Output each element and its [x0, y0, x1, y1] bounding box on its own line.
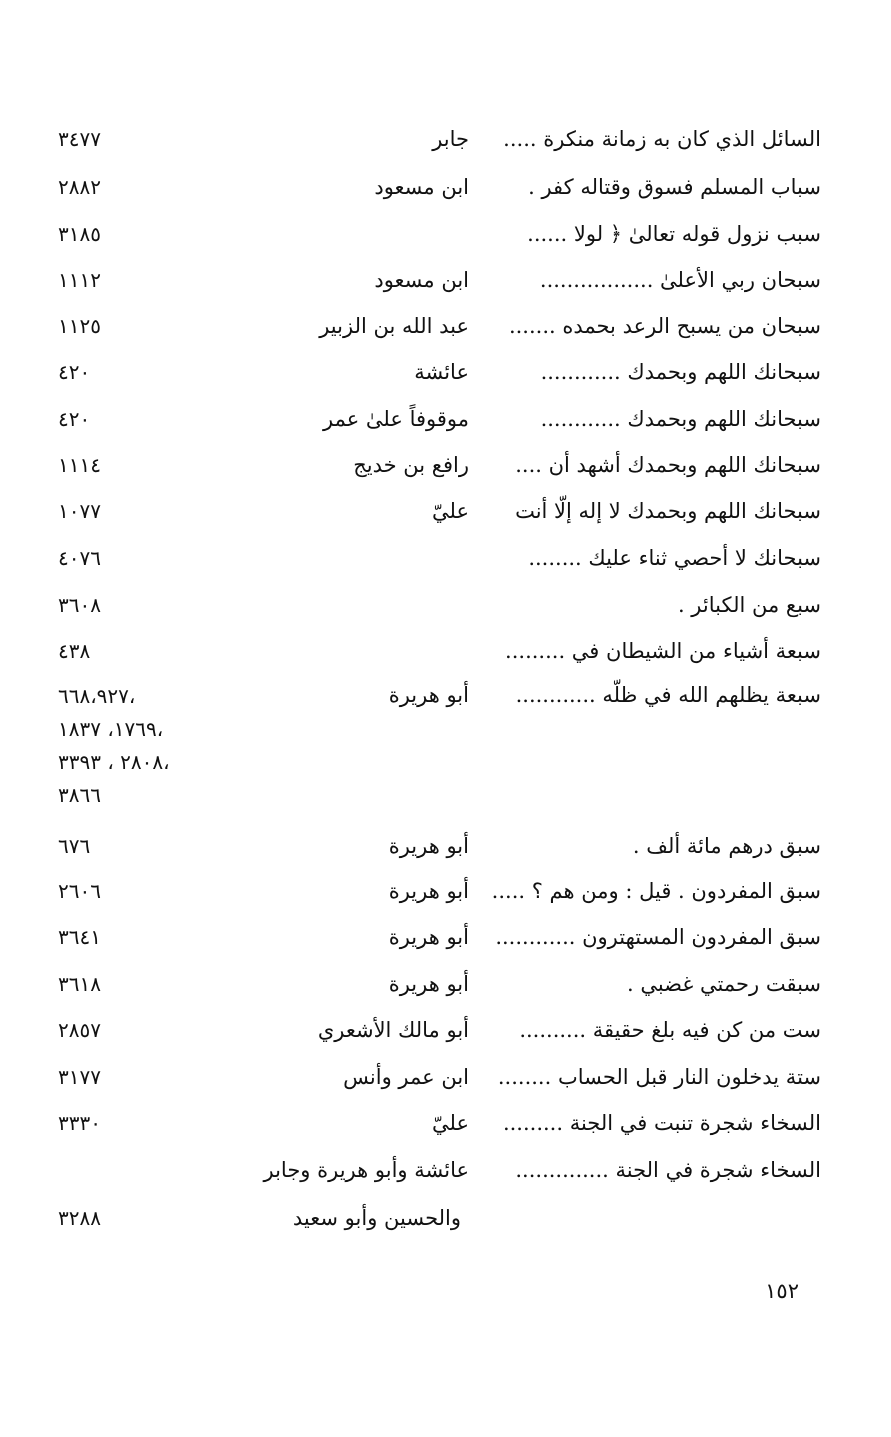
entry-reference: ٣٣٣٠	[58, 1111, 101, 1135]
entry-phrase: سبحانك اللهم وبحمدك ............	[540, 360, 821, 384]
entry-reference: ٣٤٧٧	[58, 127, 101, 151]
entry-phrase: سبقت رحمتي غضبي .	[626, 972, 821, 996]
index-entry	[0, 265, 891, 311]
index-entry	[0, 219, 891, 265]
index-entry	[0, 172, 891, 218]
entry-phrase: سبق المفردون المستهترون ............	[495, 925, 821, 949]
entry-phrase: سبعة يظلهم الله في ظلّه ............	[515, 683, 821, 707]
index-entry	[0, 357, 891, 403]
entry-narrator: جابر	[432, 127, 469, 151]
entry-narrator: عليّ	[432, 499, 469, 523]
entry-reference: ٢٨٥٧	[58, 1018, 101, 1042]
entry-phrase: سبحانك اللهم وبحمدك ............	[540, 407, 821, 431]
index-entry	[0, 1155, 891, 1201]
entry-reference: ٣٦٤١	[58, 925, 101, 949]
entry-narrator: عائشة	[414, 360, 469, 384]
entry-phrase: سبب نزول قوله تعالىٰ ﴿ لولا ......	[527, 222, 821, 246]
entry-phrase: ستة يدخلون النار قبل الحساب ........	[497, 1065, 821, 1089]
index-entry	[0, 590, 891, 636]
index-entry	[0, 831, 891, 877]
index-entry	[0, 404, 891, 450]
entry-narrator: عليّ	[432, 1111, 469, 1135]
entry-reference: ٣٦٠٨	[58, 593, 101, 617]
entry-narrator: عائشة وأبو هريرة وجابر	[263, 1158, 469, 1182]
entry-phrase: ست من كن فيه بلغ حقيقة ..........	[519, 1018, 821, 1042]
entry-reference: ١١٢٥	[58, 314, 101, 338]
entry-phrase: سبع من الكبائر .	[677, 593, 821, 617]
entry-phrase: السائل الذي كان به زمانة منكرة .....	[503, 127, 821, 151]
entry-reference: ١١١٤	[58, 453, 101, 477]
entry-reference: ٣٦١٨	[58, 972, 101, 996]
entry-phrase: السخاء شجرة في الجنة ..............	[515, 1158, 821, 1182]
entry-narrator: أبو هريرة	[388, 925, 469, 949]
entry-reference: ٤٢٠	[58, 360, 91, 384]
entry-phrase: سبحان ربي الأعلىٰ .................	[539, 268, 821, 292]
index-entry	[0, 922, 891, 968]
index-entry	[0, 450, 891, 496]
entry-reference: ٤٢٠	[58, 407, 91, 431]
entry-phrase: سبحانك اللهم وبحمدك أشهد أن ....	[515, 453, 821, 477]
page-number: ١٥٢	[765, 1279, 799, 1303]
entry-narrator: رافع بن خديج	[353, 453, 469, 477]
entry-narrator: عبد الله بن الزبير	[319, 314, 469, 338]
entry-reference: ٣١٨٥	[58, 222, 101, 246]
index-entry	[0, 311, 891, 357]
index-entry	[0, 969, 891, 1015]
entry-narrator: والحسين وأبو سعيد	[292, 1206, 461, 1230]
entry-reference: ٢٦٠٦	[58, 879, 101, 903]
entry-narrator: ابن مسعود	[374, 175, 469, 199]
entry-reference: ١٠٧٧	[58, 499, 101, 523]
index-entry	[0, 1062, 891, 1108]
index-entry	[0, 1108, 891, 1154]
entry-phrase: سبحان من يسبح الرعد بحمده .......	[508, 314, 821, 338]
entry-reference: ٢٨٠٨ ، ٣٣٩٣،	[58, 750, 170, 774]
entry-reference: ١٧٦٩، ١٨٣٧،	[58, 717, 164, 741]
entry-reference: ٤٠٧٦	[58, 546, 101, 570]
entry-narrator: أبو هريرة	[388, 879, 469, 903]
entry-narrator: أبو هريرة	[388, 834, 469, 858]
entry-phrase: سبحانك اللهم وبحمدك لا إله إلّا أنت	[515, 499, 821, 523]
entry-phrase: سبق درهم مائة ألف .	[632, 834, 821, 858]
entry-reference: ٣٢٨٨	[58, 1206, 101, 1230]
entry-narrator: موقوفاً علىٰ عمر	[322, 407, 469, 431]
entry-reference-list	[58, 680, 258, 812]
entry-reference: ١١١٢	[58, 268, 101, 292]
index-entry	[0, 636, 891, 682]
index-entry	[0, 543, 891, 589]
index-entry	[0, 496, 891, 542]
entry-phrase: سبعة أشياء من الشيطان في .........	[505, 639, 821, 663]
entry-reference: ٤٣٨	[58, 639, 91, 663]
index-entry-continuation	[0, 1203, 891, 1249]
entry-reference: ٣٨٦٦	[58, 783, 101, 807]
entry-narrator: ابن عمر وأنس	[343, 1065, 469, 1089]
entry-narrator: أبو هريرة	[388, 972, 469, 996]
entry-reference: ٢٨٨٢	[58, 175, 101, 199]
index-entry	[0, 876, 891, 922]
entry-reference: ٦٧٦	[58, 834, 91, 858]
entry-phrase: السخاء شجرة تنبت في الجنة .........	[502, 1111, 821, 1135]
index-entry	[0, 124, 891, 170]
index-entry	[0, 680, 891, 820]
entry-phrase: سباب المسلم فسوق وقتاله كفر .	[528, 175, 821, 199]
entry-narrator: ابن مسعود	[374, 268, 469, 292]
entry-phrase: سبق المفردون . قيل : ومن هم ؟ .....	[491, 879, 821, 903]
index-entry	[0, 1015, 891, 1061]
entry-reference: ٦٦٨،٩٢٧،	[58, 684, 136, 708]
entry-narrator: أبو مالك الأشعري	[317, 1018, 469, 1042]
entry-narrator: أبو هريرة	[388, 683, 469, 707]
entry-reference: ٣١٧٧	[58, 1065, 101, 1089]
entry-phrase: سبحانك لا أحصي ثناء عليك ........	[528, 546, 821, 570]
